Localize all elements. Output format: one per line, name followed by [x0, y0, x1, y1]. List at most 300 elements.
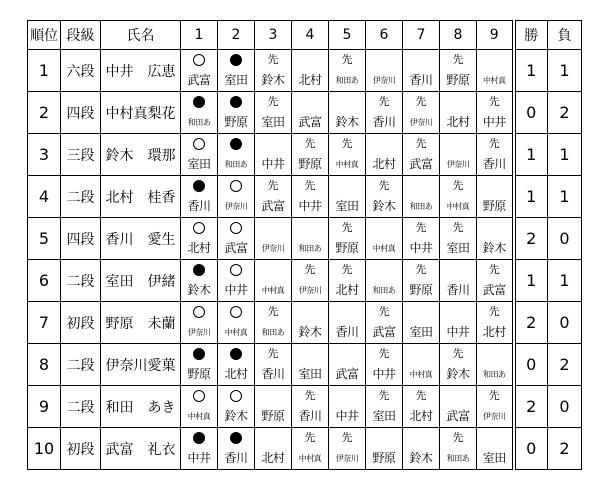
opponent-name: 伊奈川 [335, 454, 359, 463]
opponent-name: 伊奈川 [298, 286, 322, 295]
opponent-name: 伊奈川 [409, 118, 433, 127]
sente-mark: 先 [378, 305, 390, 318]
round-cell [255, 302, 292, 344]
losses-cell: 1 [548, 134, 582, 176]
opponent-name: 鈴木 [409, 451, 433, 465]
opponent-name: 和田あ [224, 160, 248, 169]
opponent-name: 野原 [372, 451, 396, 465]
losses-cell: 1 [548, 50, 582, 92]
opponent-name: 北村 [482, 325, 506, 339]
opponent-name: 和田あ [483, 370, 506, 379]
table-row [28, 302, 582, 344]
opponent-name: 香川 [261, 367, 285, 381]
header-rank: 順位 [28, 21, 61, 50]
opponent-name: 室田 [224, 73, 248, 87]
opponent-name: 北村 [372, 157, 396, 171]
round-cell [403, 176, 440, 218]
opponent-name: 室田 [187, 157, 211, 171]
round-cell [366, 50, 403, 92]
sente-mark: 先 [341, 53, 353, 66]
round-cell [255, 50, 292, 92]
opponent-name: 中村真 [298, 454, 322, 463]
opponent-name: 鈴木 [261, 73, 285, 87]
round-cell [440, 50, 477, 92]
opponent-name: 室田 [372, 409, 396, 423]
header-wins: 勝 [514, 21, 548, 50]
round-cell [366, 344, 403, 386]
sente-mark: 先 [488, 137, 500, 150]
opponent-name: 鈴木 [446, 367, 470, 381]
rank-cell: 2 [28, 92, 61, 134]
round-cell [181, 302, 218, 344]
opponent-name: 中村真 [409, 370, 433, 379]
header-round-2: 2 [218, 21, 255, 50]
opponent-name: 武富 [224, 241, 248, 255]
round-cell [403, 50, 440, 92]
table-row [28, 428, 582, 470]
win-mark-icon [230, 390, 242, 402]
opponent-name: 武富 [187, 73, 211, 87]
opponent-name: 中井 [298, 199, 322, 213]
opponent-name: 伊奈川 [446, 160, 470, 169]
opponent-name: 北村 [261, 451, 285, 465]
sente-mark: 先 [341, 431, 353, 444]
round-cell [477, 344, 514, 386]
player-name-cell: 北村 桂香 [101, 176, 181, 218]
loss-mark-icon [230, 96, 242, 108]
round-cell [329, 218, 366, 260]
round-cell [255, 428, 292, 470]
losses-cell: 2 [548, 344, 582, 386]
round-cell [440, 260, 477, 302]
sente-mark: 先 [488, 305, 500, 318]
player-name-cell: 室田 伊緒 [101, 260, 181, 302]
opponent-name: 香川 [335, 325, 359, 339]
round-cell [181, 218, 218, 260]
round-cell [403, 302, 440, 344]
round-cell [255, 218, 292, 260]
round-cell [292, 428, 329, 470]
round-cell [292, 176, 329, 218]
sente-mark: 先 [378, 179, 390, 192]
round-cell [218, 92, 255, 134]
opponent-name: 野原 [261, 409, 285, 423]
opponent-name: 野原 [298, 157, 322, 171]
round-cell [329, 428, 366, 470]
table-row [28, 92, 582, 134]
rank-cell: 4 [28, 176, 61, 218]
opponent-name: 野原 [446, 73, 470, 87]
opponent-name: 香川 [482, 157, 506, 171]
sente-mark: 先 [415, 221, 427, 234]
sente-mark: 先 [378, 347, 390, 360]
opponent-name: 室田 [335, 199, 359, 213]
opponent-name: 北村 [446, 115, 470, 129]
loss-mark-icon [230, 138, 242, 150]
opponent-name: 武富 [335, 367, 359, 381]
sente-mark: 先 [452, 53, 464, 66]
losses-cell: 0 [548, 386, 582, 428]
opponent-name: 和田あ [446, 454, 470, 463]
round-cell [440, 92, 477, 134]
sente-mark: 先 [304, 389, 316, 402]
losses-cell: 0 [548, 302, 582, 344]
round-cell [181, 260, 218, 302]
standings-body [28, 50, 582, 470]
player-name-cell: 香川 愛生 [101, 218, 181, 260]
round-cell [366, 92, 403, 134]
round-cell [366, 428, 403, 470]
table-row [28, 50, 582, 92]
header-losses: 負 [548, 21, 582, 50]
win-mark-icon [193, 222, 205, 234]
losses-cell: 2 [548, 92, 582, 134]
round-cell [218, 218, 255, 260]
round-cell [218, 386, 255, 428]
sente-mark: 先 [267, 95, 279, 108]
opponent-name: 鈴木 [187, 283, 211, 297]
sente-mark: 先 [378, 95, 390, 108]
round-cell [477, 176, 514, 218]
round-cell [329, 302, 366, 344]
round-cell [366, 176, 403, 218]
win-mark-icon [230, 222, 242, 234]
opponent-name: 室田 [261, 115, 285, 129]
opponent-name: 中井 [224, 283, 248, 297]
rank-cell: 1 [28, 50, 61, 92]
opponent-name: 北村 [409, 409, 433, 423]
round-cell [181, 344, 218, 386]
rank-cell: 8 [28, 344, 61, 386]
dan-cell: 初段 [61, 428, 101, 470]
opponent-name: 香川 [446, 283, 470, 297]
player-name-cell: 和田 あき [101, 386, 181, 428]
round-cell [403, 386, 440, 428]
header-dan: 段級 [61, 21, 101, 50]
opponent-name: 香川 [409, 73, 433, 87]
round-cell [477, 302, 514, 344]
player-name-cell: 鈴木 環那 [101, 134, 181, 176]
table-row [28, 218, 582, 260]
sente-mark: 先 [267, 305, 279, 318]
round-cell [181, 92, 218, 134]
opponent-name: 中村真 [446, 202, 470, 211]
opponent-name: 武富 [298, 115, 322, 129]
round-cell [255, 92, 292, 134]
dan-cell: 二段 [61, 176, 101, 218]
opponent-name: 香川 [187, 199, 211, 213]
sente-mark: 先 [304, 263, 316, 276]
loss-mark-icon [230, 348, 242, 360]
round-cell [440, 386, 477, 428]
round-cell [292, 302, 329, 344]
loss-mark-icon [193, 96, 205, 108]
round-cell [181, 134, 218, 176]
round-cell [292, 92, 329, 134]
round-cell [403, 260, 440, 302]
loss-mark-icon [193, 432, 205, 444]
rank-cell: 6 [28, 260, 61, 302]
header-row [28, 21, 582, 50]
losses-cell: 0 [548, 218, 582, 260]
opponent-name: 中村真 [187, 412, 211, 421]
header-round-5: 5 [329, 21, 366, 50]
rank-cell: 10 [28, 428, 61, 470]
round-cell [218, 302, 255, 344]
opponent-name: 伊奈川 [187, 328, 211, 337]
sente-mark: 先 [267, 179, 279, 192]
wins-cell: 0 [514, 428, 548, 470]
win-mark-icon [230, 264, 242, 276]
opponent-name: 野原 [409, 283, 433, 297]
dan-cell: 二段 [61, 260, 101, 302]
round-cell [292, 50, 329, 92]
round-cell [329, 50, 366, 92]
round-cell [440, 134, 477, 176]
header-round-7: 7 [403, 21, 440, 50]
opponent-name: 室田 [446, 241, 470, 255]
opponent-name: 野原 [187, 367, 211, 381]
round-cell [403, 344, 440, 386]
round-cell [329, 260, 366, 302]
table-row [28, 134, 582, 176]
player-name-cell: 中村真梨花 [101, 92, 181, 134]
round-cell [366, 260, 403, 302]
win-mark-icon [230, 306, 242, 318]
win-mark-icon [193, 390, 205, 402]
player-name-cell: 中井 広恵 [101, 50, 181, 92]
player-name-cell: 武富 礼衣 [101, 428, 181, 470]
wins-cell: 0 [514, 344, 548, 386]
opponent-name: 野原 [224, 115, 248, 129]
round-cell [329, 92, 366, 134]
round-cell [181, 428, 218, 470]
sente-mark: 先 [488, 95, 500, 108]
opponent-name: 中村真 [224, 328, 248, 337]
rank-cell: 3 [28, 134, 61, 176]
round-cell [440, 344, 477, 386]
wins-cell: 2 [514, 386, 548, 428]
sente-mark: 先 [267, 347, 279, 360]
wins-cell: 1 [514, 134, 548, 176]
opponent-name: 中井 [482, 115, 506, 129]
round-cell [403, 134, 440, 176]
header-round-3: 3 [255, 21, 292, 50]
opponent-name: 武富 [261, 199, 285, 213]
round-cell [440, 176, 477, 218]
sente-mark: 先 [452, 179, 464, 192]
loss-mark-icon [230, 432, 242, 444]
opponent-name: 北村 [224, 367, 248, 381]
sente-mark: 先 [488, 263, 500, 276]
dan-cell: 四段 [61, 92, 101, 134]
round-cell [440, 302, 477, 344]
opponent-name: 和田あ [298, 244, 322, 253]
round-cell [366, 218, 403, 260]
loss-mark-icon [193, 180, 205, 192]
wins-cell: 0 [514, 92, 548, 134]
round-cell [218, 344, 255, 386]
table-row [28, 260, 582, 302]
round-cell [218, 260, 255, 302]
sente-mark: 先 [267, 53, 279, 66]
opponent-name: 鈴木 [372, 199, 396, 213]
opponent-name: 中井 [409, 241, 433, 255]
round-cell [440, 428, 477, 470]
round-cell [181, 176, 218, 218]
opponent-name: 伊奈川 [224, 202, 248, 211]
rank-cell: 7 [28, 302, 61, 344]
round-cell [366, 302, 403, 344]
round-cell [403, 92, 440, 134]
opponent-name: 鈴木 [335, 115, 359, 129]
round-cell [329, 344, 366, 386]
win-mark-icon [230, 180, 242, 192]
rank-cell: 5 [28, 218, 61, 260]
round-cell [255, 134, 292, 176]
opponent-name: 武富 [409, 157, 433, 171]
opponent-name: 鈴木 [224, 409, 248, 423]
header-round-9: 9 [477, 21, 514, 50]
losses-cell: 1 [548, 176, 582, 218]
opponent-name: 野原 [335, 241, 359, 255]
round-cell [255, 176, 292, 218]
sente-mark: 先 [415, 137, 427, 150]
table-row [28, 386, 582, 428]
losses-cell: 1 [548, 260, 582, 302]
round-cell [292, 344, 329, 386]
round-cell [255, 344, 292, 386]
round-cell [329, 386, 366, 428]
opponent-name: 中井 [335, 409, 359, 423]
standings-table [27, 20, 582, 470]
opponent-name: 和田あ [335, 76, 359, 85]
opponent-name: 北村 [187, 241, 211, 255]
round-cell [366, 134, 403, 176]
sente-mark: 先 [452, 431, 464, 444]
losses-cell: 2 [548, 428, 582, 470]
sente-mark: 先 [415, 389, 427, 402]
dan-cell: 二段 [61, 344, 101, 386]
opponent-name: 武富 [372, 325, 396, 339]
sente-mark: 先 [304, 137, 316, 150]
opponent-name: 野原 [482, 199, 506, 213]
player-name-cell: 伊奈川愛菓 [101, 344, 181, 386]
header-round-4: 4 [292, 21, 329, 50]
opponent-name: 和田あ [409, 202, 433, 211]
opponent-name: 和田あ [372, 286, 396, 295]
opponent-name: 中井 [187, 451, 211, 465]
rank-cell: 9 [28, 386, 61, 428]
round-cell [440, 218, 477, 260]
opponent-name: 中村真 [261, 286, 285, 295]
header-round-8: 8 [440, 21, 477, 50]
opponent-name: 武富 [482, 283, 506, 297]
wins-cell: 2 [514, 302, 548, 344]
wins-cell: 1 [514, 260, 548, 302]
round-cell [477, 218, 514, 260]
opponent-name: 伊奈川 [261, 244, 285, 253]
wins-cell: 2 [514, 218, 548, 260]
opponent-name: 武富 [446, 409, 470, 423]
sente-mark: 先 [488, 389, 500, 402]
round-cell [218, 428, 255, 470]
dan-cell: 初段 [61, 302, 101, 344]
opponent-name: 中井 [372, 367, 396, 381]
sente-mark: 先 [304, 431, 316, 444]
opponent-name: 北村 [298, 73, 322, 87]
opponent-name: 伊奈川 [372, 76, 396, 85]
opponent-name: 中井 [446, 325, 470, 339]
round-cell [218, 176, 255, 218]
loss-mark-icon [193, 264, 205, 276]
opponent-name: 和田あ [187, 118, 211, 127]
opponent-name: 室田 [409, 325, 433, 339]
opponent-name: 北村 [335, 283, 359, 297]
round-cell [218, 50, 255, 92]
sente-mark: 先 [452, 221, 464, 234]
round-cell [477, 134, 514, 176]
round-cell [403, 428, 440, 470]
round-cell [403, 218, 440, 260]
round-cell [477, 50, 514, 92]
dan-cell: 六段 [61, 50, 101, 92]
round-cell [255, 260, 292, 302]
opponent-name: 中村真 [372, 244, 396, 253]
opponent-name: 中村真 [483, 76, 506, 85]
round-cell [181, 50, 218, 92]
opponent-name: 中井 [261, 157, 285, 171]
opponent-name: 鈴木 [298, 325, 322, 339]
opponent-name: 香川 [298, 409, 322, 423]
round-cell [477, 92, 514, 134]
round-cell [329, 176, 366, 218]
header-name: 氏名 [101, 21, 181, 50]
dan-cell: 四段 [61, 218, 101, 260]
win-mark-icon [193, 138, 205, 150]
sente-mark: 先 [341, 137, 353, 150]
round-cell [366, 386, 403, 428]
wins-cell: 1 [514, 176, 548, 218]
opponent-name: 室田 [298, 367, 322, 381]
round-cell [292, 386, 329, 428]
round-cell [292, 260, 329, 302]
round-cell [292, 218, 329, 260]
wins-cell: 1 [514, 50, 548, 92]
table-row [28, 176, 582, 218]
dan-cell: 二段 [61, 386, 101, 428]
win-mark-icon [193, 306, 205, 318]
opponent-name: 鈴木 [482, 241, 506, 255]
sente-mark: 先 [415, 263, 427, 276]
round-cell [477, 428, 514, 470]
opponent-name: 香川 [224, 451, 248, 465]
round-cell [329, 134, 366, 176]
sente-mark: 先 [415, 95, 427, 108]
sente-mark: 先 [341, 221, 353, 234]
header-round-6: 6 [366, 21, 403, 50]
opponent-name: 和田あ [261, 328, 285, 337]
opponent-name: 香川 [372, 115, 396, 129]
win-mark-icon [193, 54, 205, 66]
table-row [28, 344, 582, 386]
round-cell [255, 386, 292, 428]
round-cell [477, 386, 514, 428]
loss-mark-icon [230, 54, 242, 66]
sente-mark: 先 [452, 347, 464, 360]
dan-cell: 三段 [61, 134, 101, 176]
player-name-cell: 野原 未蘭 [101, 302, 181, 344]
